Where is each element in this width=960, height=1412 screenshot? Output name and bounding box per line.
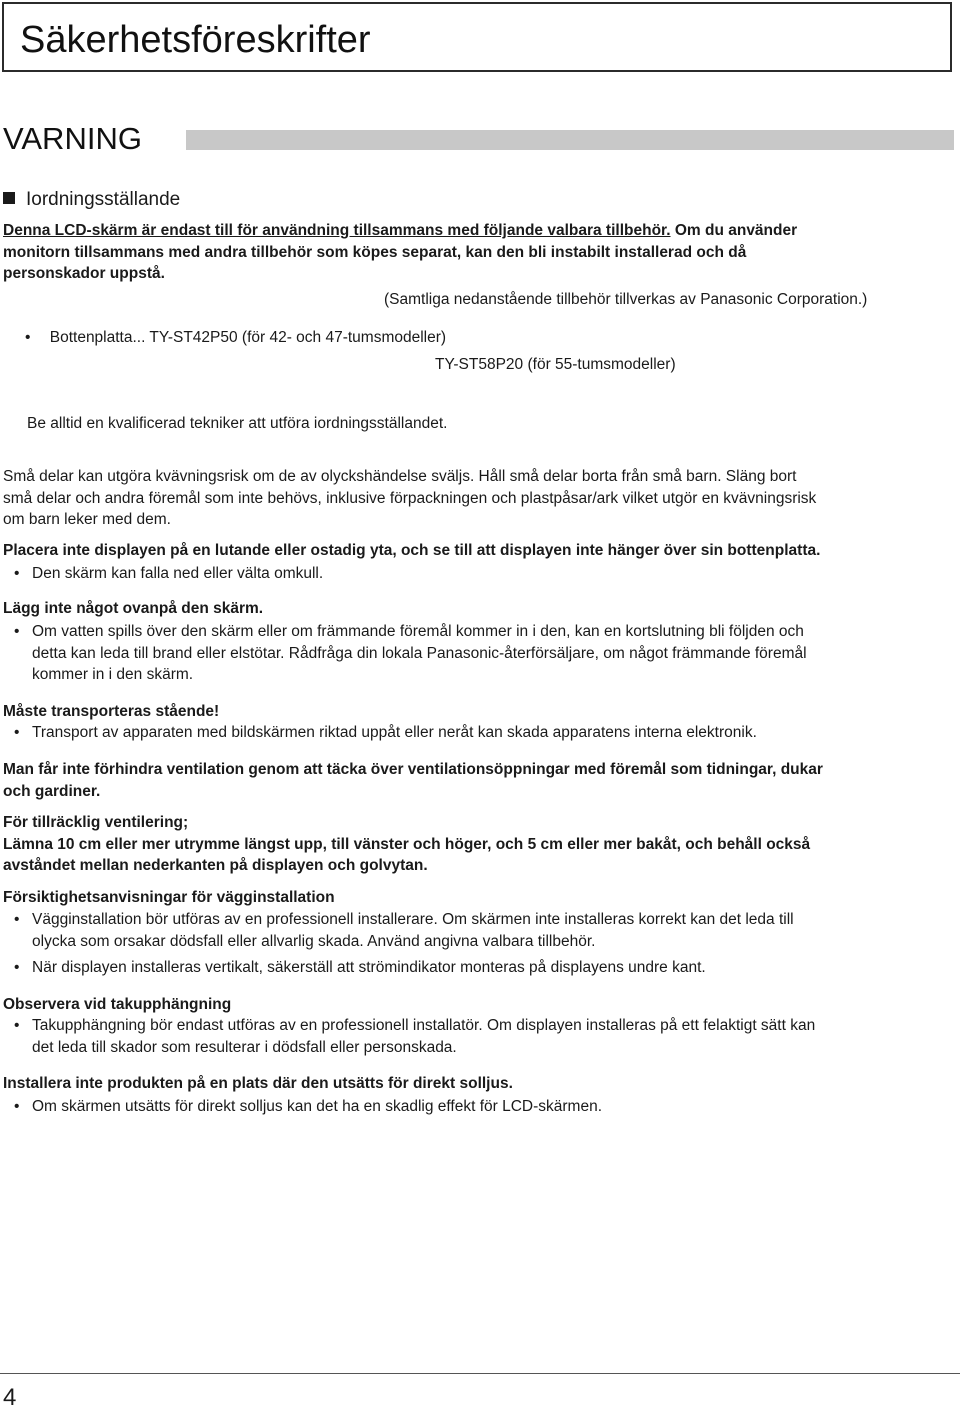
sunlight-heading: Installera inte produkten på en plats där den utsätts för direkt solljus. xyxy=(3,1075,513,1092)
warning-heading: VARNING xyxy=(3,121,142,156)
accessory-model-1: TY-ST42P50 (för 42- och 47-tumsmodeller) xyxy=(145,329,447,346)
ceiling-line2: det leda till skador som resulterar i dödsfall eller personskada. xyxy=(32,1038,457,1056)
intro-underlined: Denna LCD-skärm är endast till för användning tillsammans med följande valbara tillbehör. xyxy=(3,222,671,239)
section-heading-text: Iordningsställande xyxy=(26,189,181,210)
page-title: Säkerhetsföreskrifter xyxy=(20,19,371,61)
page-number: 4 xyxy=(3,1384,17,1411)
transport-bullet xyxy=(14,722,954,744)
on-top-line2: detta kan leda till brand eller elstötar. Rådfråga din lokala Panasonic-återförsäljare, om något främmande föremål xyxy=(32,644,807,662)
sunlight-bullet-text: Om skärmen utsätts för direkt solljus kan det ha en skadlig effekt för LCD-skärmen. xyxy=(32,1098,603,1115)
bullet-dot: • xyxy=(14,1098,20,1115)
ventilation-warning xyxy=(3,759,953,802)
technician-note: Be alltid en kvalificerad tekniker att utföra iordningsställandet. xyxy=(27,415,448,432)
intro-line2: monitorn tillsammans med andra tillbehör som köpes separat, kan den bli instabilt installerad och då xyxy=(3,243,747,261)
transport-heading: Måste transporteras stående! xyxy=(3,703,220,720)
wall-bullet-2 xyxy=(14,957,954,979)
sunlight-bullet xyxy=(14,1096,954,1118)
on-top-heading: Lägg inte något ovanpå den skärm. xyxy=(3,600,264,617)
ventilation-line1: Man får inte förhindra ventilation genom att täcka över ventilationsöppningar med föremål som tidningar, dukar xyxy=(3,761,823,778)
bullet-dot: • xyxy=(25,329,31,346)
wall-heading: Försiktighetsanvisningar för vägginstallation xyxy=(3,889,335,906)
sufficient-ventilation xyxy=(3,812,953,877)
tilt-heading: Placera inte displayen på en lutande eller ostadig yta, och se till att displayen inte hänger över sin bottenplatta. xyxy=(3,542,821,559)
square-bullet-icon xyxy=(3,192,15,204)
accessory-label: Bottenplatta xyxy=(49,329,133,346)
intro-rest: Om du använder xyxy=(670,222,798,239)
maker-note: (Samtliga nedanstående tillbehör tillverkas av Panasonic Corporation.) xyxy=(384,291,868,308)
wall-bullet2-text: När displayen installeras vertikalt, säkerställ att strömindikator monteras på displayens undre kant. xyxy=(32,959,706,976)
accessory-model-2: TY-ST58P20 (för 55-tumsmodeller) xyxy=(435,356,676,373)
accessory-dots: ... xyxy=(132,329,146,346)
install-intro xyxy=(3,220,953,285)
sufficient-line1: För tillräcklig ventilering; xyxy=(3,814,189,831)
bullet-dot: • xyxy=(14,911,20,928)
intro-line3: personskador uppstå. xyxy=(3,265,165,282)
accessory-row xyxy=(25,327,446,349)
bullet-dot: • xyxy=(14,1017,20,1034)
ventilation-line2: och gardiner. xyxy=(3,782,101,800)
wall-bullet-1 xyxy=(14,909,954,952)
title-box xyxy=(2,2,952,72)
wall-bullet1-line2: olycka som orsakar dödsfall eller allvarlig skada. Använd angivna valbara tillbehör. xyxy=(32,932,596,950)
small-parts-line2: små delar och andra föremål som inte behövs, inklusive förpackningen och plastpåsar/ark vilket utgör en kvävningsrisk xyxy=(3,489,817,507)
on-top-line3: kommer in i den skärm. xyxy=(32,666,194,683)
tilt-bullet xyxy=(14,563,954,585)
wall-bullet1-line1: Vägginstallation bör utföras av en professionell installerare. Om skärmen inte installeras korrekt kan det leda till xyxy=(32,911,794,928)
section-heading-install xyxy=(3,187,180,213)
on-top-line1: Om vatten spills över den skärm eller om främmande föremål kommer in i den, kan en kortslutning bli följden och xyxy=(32,623,804,640)
sufficient-line3: avståndet mellan nederkanten på displayen och golvytan. xyxy=(3,857,428,874)
bullet-dot: • xyxy=(14,565,20,582)
bullet-dot: • xyxy=(14,724,20,741)
small-parts-paragraph xyxy=(3,466,953,531)
bullet-dot: • xyxy=(14,959,20,976)
bullet-dot: • xyxy=(14,623,20,640)
small-parts-line3: om barn leker med dem. xyxy=(3,511,171,528)
ceiling-heading: Observera vid takupphängning xyxy=(3,996,232,1013)
transport-bullet-text: Transport av apparaten med bildskärmen riktad uppåt eller neråt kan skada apparatens interna elektronik. xyxy=(32,724,757,741)
warning-bar xyxy=(186,130,954,150)
sufficient-line2: Lämna 10 cm eller mer utrymme längst upp, till vänster och höger, och 5 cm eller mer bakåt, och behåll också xyxy=(3,835,811,853)
tilt-bullet-text: Den skärm kan falla ned eller välta omkull. xyxy=(32,565,324,582)
small-parts-line1: Små delar kan utgöra kvävningsrisk om de av olyckshändelse sväljs. Håll små delar borta från små barn. Släng bort xyxy=(3,468,797,485)
on-top-bullet xyxy=(14,621,954,686)
ceiling-line1: Takupphängning bör endast utföras av en professionell installatör. Om displayen installeras på ett felaktigt sätt kan xyxy=(32,1017,816,1034)
ceiling-bullet xyxy=(14,1015,954,1058)
footer-rule xyxy=(0,1373,960,1374)
